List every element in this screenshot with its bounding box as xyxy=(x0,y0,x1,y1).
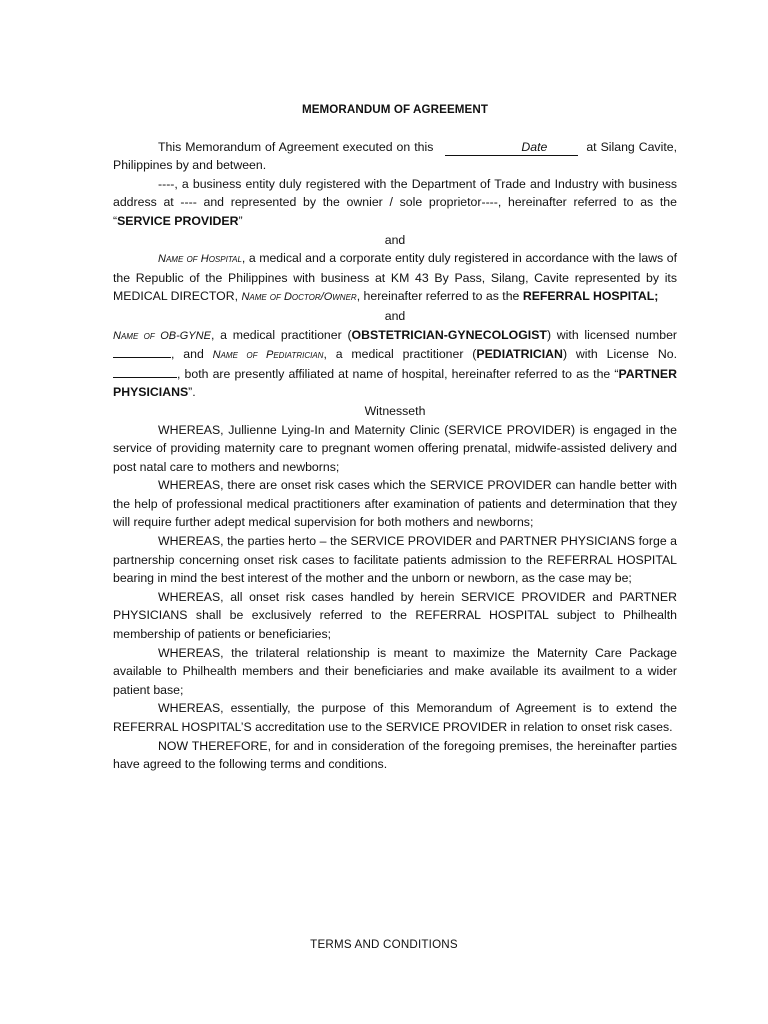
date-label: Date xyxy=(521,139,548,154)
party3-t1: , a medical practitioner ( xyxy=(210,327,352,342)
terms-and-conditions-heading: TERMS AND CONDITIONS xyxy=(310,938,458,951)
whereas-clause: WHEREAS, the trilateral relationship is meant to maximize the Maternity Care Package available to Philhealth members and their beneficiaries and make available its availment to a wider patient base; xyxy=(113,645,677,697)
doctor-name-placeholder: Name of Doctor/Owner xyxy=(241,291,357,304)
party3-role: PARTNER PHYSICIANS xyxy=(113,366,677,400)
party3-t2: ) with licensed number xyxy=(546,327,677,342)
party-referral-hospital xyxy=(113,249,677,307)
party2-text: , a medical and a corporate entity duly registered in accordance with the laws of the Republic of the Philippines with business at KM 43 By Pass, Silang, Cavite represented by its MEDICAL DIRECTOR, xyxy=(113,251,677,304)
date-field xyxy=(445,140,578,156)
document-body xyxy=(113,101,677,774)
party-partner-physicians xyxy=(113,326,677,402)
party3-t4: , a medical practitioner ( xyxy=(323,347,477,362)
pediatrician-specialty: PEDIATRICIAN xyxy=(476,347,563,362)
hospital-name-placeholder: Name of Hospital xyxy=(158,253,242,266)
intro-location: at Silang Cavite, Philippines by and between. xyxy=(113,139,677,173)
and-separator-1: and xyxy=(384,232,406,247)
license-no-blank xyxy=(113,365,177,378)
party3-t3: , and xyxy=(171,347,213,362)
intro-paragraph xyxy=(113,138,677,175)
whereas-clause: WHEREAS, the parties herto – the SERVICE PROVIDER and PARTNER PHYSICIANS forge a partnership concerning onset risk cases to facilitate patients admission to the REFERRAL HOSPITAL bearing in mind the best interest of the mother and the unborn or newborn, as the case may be; xyxy=(113,534,677,586)
whereas-clause: WHEREAS, Jullienne Lying-In and Maternity Clinic (SERVICE PROVIDER) is engaged in the service of providing maternity care to pregnant women offering prenatal, midwife-assisted delivery and post natal care to mothers and newborns; xyxy=(113,422,677,474)
party2-text2: , hereinafter referred to as the xyxy=(356,289,523,304)
whereas-clause: WHEREAS, there are onset risk cases which the SERVICE PROVIDER can handle better with the help of professional medical practitioners after examination of patients and determination that they will require further adept medical supervision for both mothers and newborns; xyxy=(113,478,677,530)
party3-t6: , both are presently affiliated at name of hospital, hereinafter referred to as the “ xyxy=(177,366,619,381)
party1-text: ----, a business entity duly registered with the Department of Trade and Industry with business address at ---- and represented by the ownier / sole proprietor----, hereinafter referred to as the “ xyxy=(113,176,677,228)
whereas-clause: WHEREAS, essentially, the purpose of this Memorandum of Agreement is to extend the REFERRAL HOSPITAL’S accreditation use to the SERVICE PROVIDER in relation to onset risk cases. xyxy=(113,701,677,734)
party2-role: REFERRAL HOSPITAL; xyxy=(522,289,659,304)
party1-role: SERVICE PROVIDER xyxy=(117,213,239,228)
pediatrician-name-placeholder: Name of Pediatrician xyxy=(212,349,324,362)
now-therefore-clause: NOW THEREFORE, for and in consideration of the foregoing premises, the hereinafter parties have agreed to the following terms and conditions. xyxy=(113,738,677,772)
document-title: MEMORANDUM OF AGREEMENT xyxy=(301,103,489,116)
party1-close: ” xyxy=(238,213,243,228)
obgyne-specialty: OBSTETRICIAN-GYNECOLOGIST xyxy=(351,327,547,342)
party3-t7: ”. xyxy=(188,385,196,400)
party-service-provider xyxy=(113,175,677,231)
and-separator-2: and xyxy=(384,308,406,323)
witnesseth-heading: Witnesseth xyxy=(364,403,426,418)
intro-text: This Memorandum of Agreement executed on this xyxy=(158,139,434,154)
obgyne-name-placeholder: Name of OB-GYNE xyxy=(113,329,211,342)
party3-t5: ) with License No. xyxy=(562,347,677,362)
license-number-blank xyxy=(113,345,171,358)
whereas-clause: WHEREAS, all onset risk cases handled by herein SERVICE PROVIDER and PARTNER PHYSICIANS shall be exclusively referred to the REFERRAL HOSPITAL subject to Philhealth membership of patients or beneficiaries; xyxy=(113,589,677,642)
